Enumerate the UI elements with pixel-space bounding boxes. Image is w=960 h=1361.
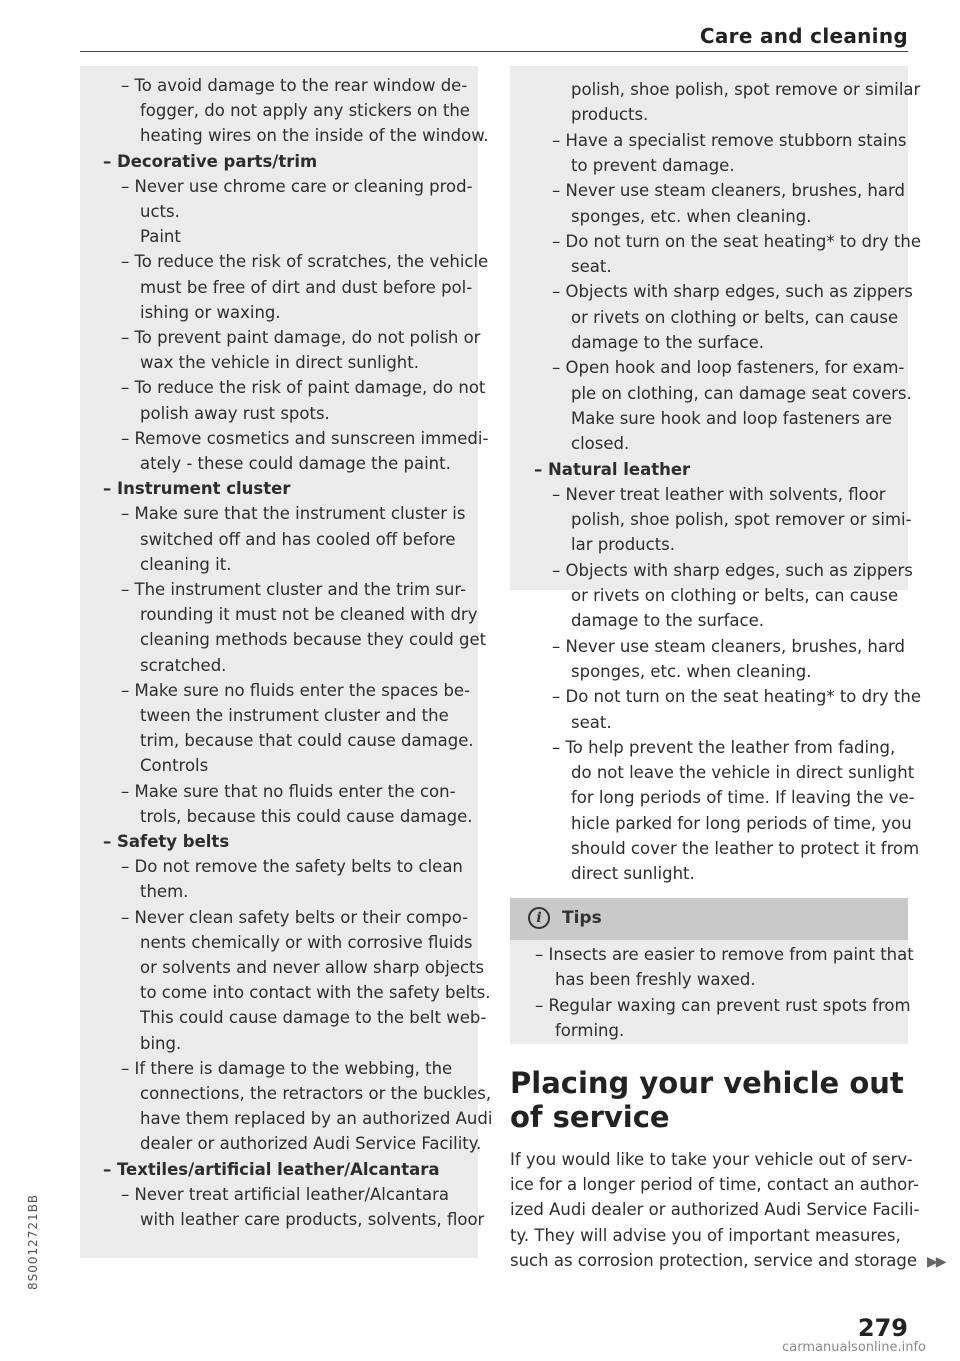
text-line: connections, the retractors or the buckles, <box>140 1084 492 1103</box>
text-line: Make sure hook and loop fasteners are <box>571 408 892 428</box>
text-line: damage to the surface. <box>571 611 764 631</box>
text-line: or rivets on clothing or belts, can cause <box>571 586 899 605</box>
text-line: trim, because that could cause damage. <box>140 731 474 751</box>
text-line: If you would like to take your vehicle out of serv- <box>510 1150 913 1169</box>
section-title-line2: of service <box>510 1100 670 1134</box>
text-line: – The instrument cluster and the trim sur- <box>121 580 467 599</box>
text-line: – Never use chrome care or cleaning prod- <box>121 176 473 196</box>
text-line: such as corrosion protection, service and storage ▶▶ <box>510 1250 945 1270</box>
text-line: do not leave the vehicle in direct sunlight <box>571 763 915 783</box>
text-line: direct sunlight. <box>571 864 695 884</box>
text-line: ice for a longer period of time, contact an author- <box>510 1175 919 1195</box>
text-line: ized Audi dealer or authorized Audi Service Facili- <box>510 1200 920 1220</box>
subsection-heading: – Decorative parts/trim <box>103 151 318 171</box>
text-line: ishing or waxing. <box>140 302 281 322</box>
text-line: – To reduce the risk of scratches, the vehicle <box>121 252 489 272</box>
subsection-heading: – Instrument cluster <box>103 479 291 499</box>
text-line: – Do not turn on the seat heating* to dry the <box>552 687 921 707</box>
header-divider <box>80 51 908 52</box>
text-line: – Open hook and loop fasteners, for exam- <box>552 358 905 378</box>
text-line: bing. <box>140 1033 182 1053</box>
text-line: nents chemically or with corrosive fluids <box>140 932 473 952</box>
text-line: sponges, etc. when cleaning. <box>571 661 812 681</box>
subsection-heading: – Safety belts <box>103 832 230 851</box>
text-line: should cover the leather to protect it from <box>571 839 920 858</box>
text-line: – To help prevent the leather from fading, <box>552 737 896 757</box>
text-line: must be free of dirt and dust before pol- <box>140 277 473 297</box>
text-line: – Do not remove the safety belts to clean <box>121 857 463 877</box>
subsection-heading: – Textiles/artificial leather/Alcantara <box>103 1159 440 1179</box>
text-line: products. <box>571 105 649 125</box>
text-line: for long periods of time. If leaving the ve- <box>571 788 915 808</box>
section-title-line1: Placing your vehicle out <box>510 1066 904 1100</box>
subsection-heading: – Natural leather <box>534 459 691 479</box>
text-line: – Objects with sharp edges, such as zippers <box>552 560 913 580</box>
section-title <box>510 1066 910 1134</box>
text-line: wax the vehicle in direct sunlight. <box>140 353 419 373</box>
text-line: forming. <box>555 1020 625 1040</box>
text-line: – Never clean safety belts or their compo- <box>121 907 469 927</box>
text-line: trols, because this could cause damage. <box>140 806 473 826</box>
text-line: ple on clothing, can damage seat covers. <box>571 383 912 403</box>
text-line: closed. <box>571 434 630 454</box>
page-header-title: Care and cleaning <box>699 24 908 48</box>
text-line: have them replaced by an authorized Audi <box>140 1109 493 1129</box>
text-line: – Never treat artificial leather/Alcantara <box>121 1184 449 1204</box>
text-line: lar products. <box>571 535 676 555</box>
text-line: – Regular waxing can prevent rust spots from <box>535 995 911 1015</box>
text-line: – Remove cosmetics and sunscreen immedi- <box>121 428 489 448</box>
text-line: to prevent damage. <box>571 155 735 175</box>
text-line: polish away rust spots. <box>140 403 330 423</box>
text-line: – Objects with sharp edges, such as zippers <box>552 282 913 302</box>
text-line: – Make sure that the instrument cluster is <box>121 504 466 524</box>
text-line: ately - these could damage the paint. <box>140 454 451 473</box>
text-line: tween the instrument cluster and the <box>140 706 449 725</box>
text-line: – If there is damage to the webbing, the <box>121 1058 453 1078</box>
watermark: carmanualsonline.info <box>782 1340 926 1355</box>
text-line: switched off and has cooled off before <box>140 529 456 549</box>
text-line: ucts. <box>140 202 180 221</box>
text-line: rounding it must not be cleaned with dry <box>140 605 478 625</box>
text-line: or rivets on clothing or belts, can cause <box>571 307 899 327</box>
text-line: seat. <box>571 257 612 277</box>
text-line: or solvents and never allow sharp objects <box>140 958 485 977</box>
text-line: cleaning it. <box>140 554 232 574</box>
text-line: – Make sure no fluids enter the spaces be- <box>121 680 471 700</box>
text-line: – To avoid damage to the rear window de- <box>121 76 468 95</box>
text-line: – Never use steam cleaners, brushes, hard <box>552 181 905 201</box>
text-line: sponges, etc. when cleaning. <box>571 206 812 226</box>
text-line: Paint <box>140 227 181 247</box>
text-line: them. <box>140 882 189 902</box>
text-line: ty. They will advise you of important measures, <box>510 1225 901 1245</box>
page-number: 279 <box>857 1314 908 1342</box>
text-line: scratched. <box>140 655 227 675</box>
text-line: – Do not turn on the seat heating* to dry the <box>552 231 921 251</box>
text-line: seat. <box>571 712 612 732</box>
text-line: – To reduce the risk of paint damage, do not <box>121 378 486 398</box>
text-line: polish, shoe polish, spot remove or similar <box>571 80 921 99</box>
text-line: – Never use steam cleaners, brushes, hard <box>552 636 905 656</box>
text-line: to come into contact with the safety belts. <box>140 983 491 1003</box>
text-line: – Make sure that no fluids enter the con- <box>121 781 456 801</box>
continue-arrow-icon: ▶▶ <box>927 1253 945 1270</box>
text-line: – To prevent paint damage, do not polish or <box>121 328 481 347</box>
text-line: Controls <box>140 756 209 776</box>
text-line: heating wires on the inside of the window. <box>140 126 489 146</box>
tips-label: Tips <box>562 908 602 928</box>
document-code: 8S0012721BB <box>26 1193 40 1290</box>
text-line: dealer or authorized Audi Service Facility. <box>140 1134 482 1154</box>
text-line: fogger, do not apply any stickers on the <box>140 101 470 121</box>
text-line: This could cause damage to the belt web- <box>140 1008 487 1028</box>
text-line: – Never treat leather with solvents, floor <box>552 484 886 504</box>
text-line: polish, shoe polish, spot remover or simi- <box>571 510 912 530</box>
text-line: with leather care products, solvents, floor <box>140 1210 485 1229</box>
text-line: has been freshly waxed. <box>555 970 756 990</box>
text-line: damage to the surface. <box>571 333 764 352</box>
tips-header <box>510 898 908 940</box>
text-line: hicle parked for long periods of time, you <box>571 813 912 833</box>
text-line: – Have a specialist remove stubborn stains <box>552 130 907 150</box>
info-icon: i <box>528 907 550 929</box>
text-line: cleaning methods because they could get <box>140 630 487 650</box>
text-line: – Insects are easier to remove from paint that <box>535 945 914 964</box>
